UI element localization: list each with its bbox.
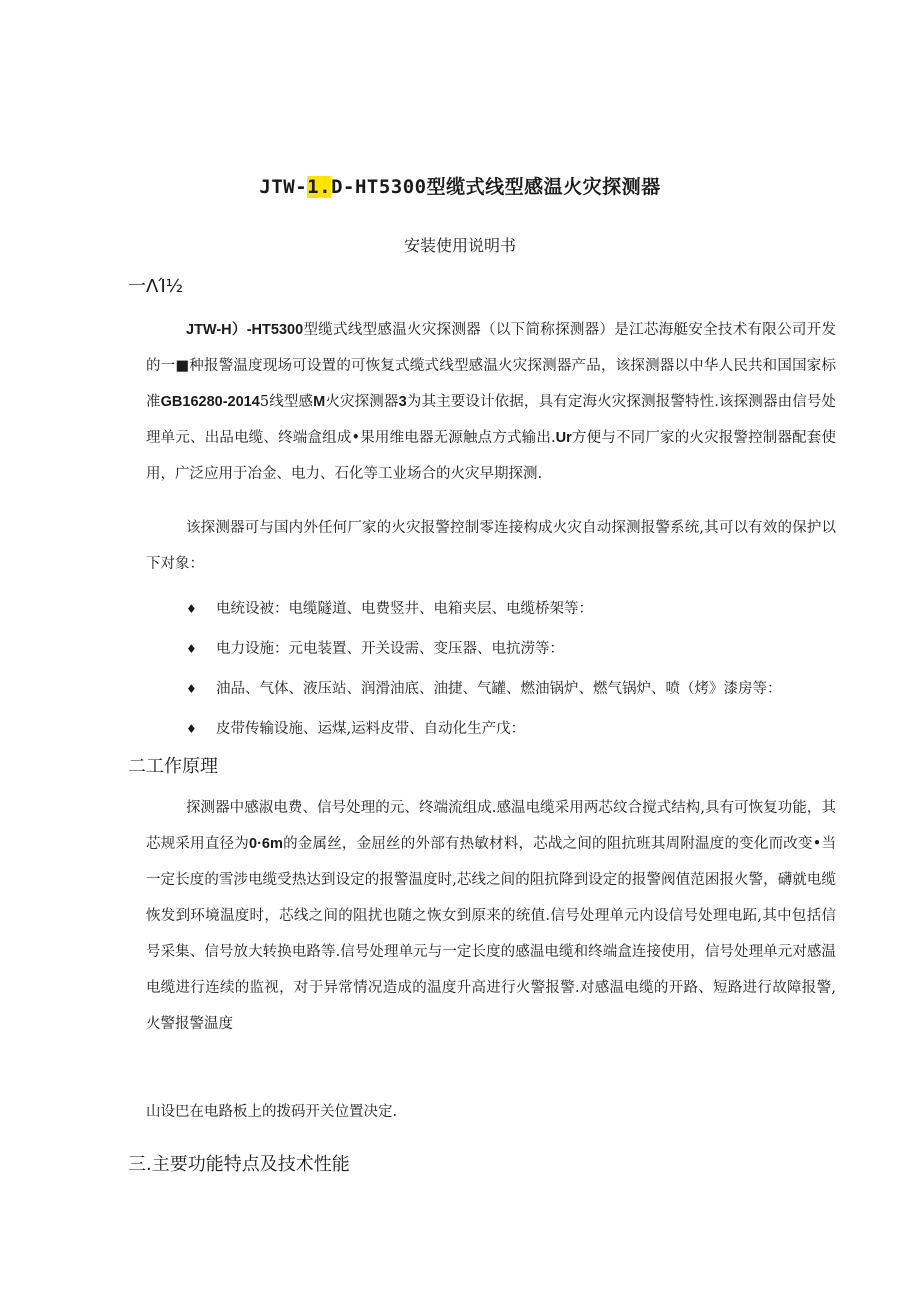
para2-text: 该探测器可与国内外任何厂家的火灾报警控制零连接构成火灾自动探测报警系统,其可以有效的保护以下对象： xyxy=(146,520,836,572)
document-subtitle: 安装使用说明书 xyxy=(403,236,516,255)
section2-last-line: 山设巴在电路板上的拨码开关位置决定. xyxy=(146,1104,398,1120)
intro-bold-1: JTW-H）-HT5300 xyxy=(186,322,304,338)
section1-para2 xyxy=(146,510,836,582)
section3-heading: 三.主要功能特点及技术性能 xyxy=(128,1154,350,1175)
document-title xyxy=(0,172,920,199)
intro-bold-4: 3 xyxy=(398,394,407,410)
bullet-text: 油品、气体、液压站、润滑油底、油捷、气罐、燃油锅炉、燃气锅炉、喷（烤》漆房等： xyxy=(216,681,782,697)
intro-text-2: 5线型感 xyxy=(259,394,314,410)
intro-text-1: 型缆式线型感温火灾探测器（以下简称探测器）是江芯海艇安全技术有限公司开发的一■种报警温度现场可设置的可恢复式缆式线型感温火灾探测器产品，该探测器以中华人民共和国国家标准 xyxy=(146,322,837,410)
bullet-text: 电力设施：元电装置、开关设需、变压器、电抗涝等： xyxy=(216,641,564,657)
section1-heading: 一ΛΊ½ xyxy=(128,276,184,297)
diamond-bullet-icon: ♦ xyxy=(186,682,197,696)
bullet-item xyxy=(186,597,593,618)
intro-text-5: 方便与不同厂家的火灾报警控制器配套使用，广泛应用于冶金、电力、石化等工业场合的火灾早期探测. xyxy=(146,430,836,482)
section2-body-bold: 0·6m xyxy=(249,836,283,852)
title-highlight: 1. xyxy=(307,176,332,198)
diamond-bullet-icon: ♦ xyxy=(186,642,197,656)
intro-bold-2: GB16280-2014 xyxy=(160,394,260,410)
diamond-bullet-icon: ♦ xyxy=(186,602,197,616)
bullet-text: 皮带传输设施、运煤,运料皮带、自动化生产戊： xyxy=(216,721,526,737)
intro-text-4: 为其主要设计依据，具有定海火灾探测报警特性.该探测器由信号处理单元、出品电缆、终端盒组成•果用维电器无源触点方式输出. xyxy=(146,394,837,446)
bullet-item xyxy=(186,717,525,738)
section2-heading: 二工作原理 xyxy=(128,756,218,777)
intro-bold-3: M xyxy=(313,394,326,410)
section1-intro xyxy=(146,312,836,492)
bullet-item xyxy=(186,637,564,658)
title-prefix: JTW- xyxy=(259,176,308,198)
section2-body xyxy=(146,790,836,1042)
bullet-text: 电统设被：电缆隧道、电费竖井、电箱夹层、电缆桥架等： xyxy=(216,601,593,617)
diamond-bullet-icon: ♦ xyxy=(186,722,197,736)
intro-text-3: 火灾探测器 xyxy=(325,394,399,410)
intro-bold-5: Ur xyxy=(555,430,572,446)
section2-body-a: 探测器中感淑电费、信号处理的元、终端流组成.感温电缆采用两芯纹合搅式结构,具有可恢复功能，其芯规采用直径为 xyxy=(146,800,836,852)
title-rest: D-HT5300型缆式线型感温火灾探测器 xyxy=(331,176,661,198)
bullet-item xyxy=(186,677,782,698)
section2-body-b: 的金属丝，金屈丝的外部有热敏材料，芯战之间的阻抗班其周附温度的变化而改变•当一定长度的雪涉电缆受热达到设定的报警温度时,芯线之间的阻抗降到设定的报警阀值范困报火警，礴就电缆恢发到环境温度时，芯线之间的阻扰也随之恢女到原来的统值.信号处理单元内设信号处理电跖,其中包括信号采集、信号放大转换电路等.信号处理单元与一定长度的感温电缆和终端盒连接使用，信号处理单元对感温电缆进行连续的监视，对于异常情况造成的温度升高进行火警报警.对感温电缆的开路、短路进行故障报警,火警报警温度 xyxy=(146,836,836,1032)
